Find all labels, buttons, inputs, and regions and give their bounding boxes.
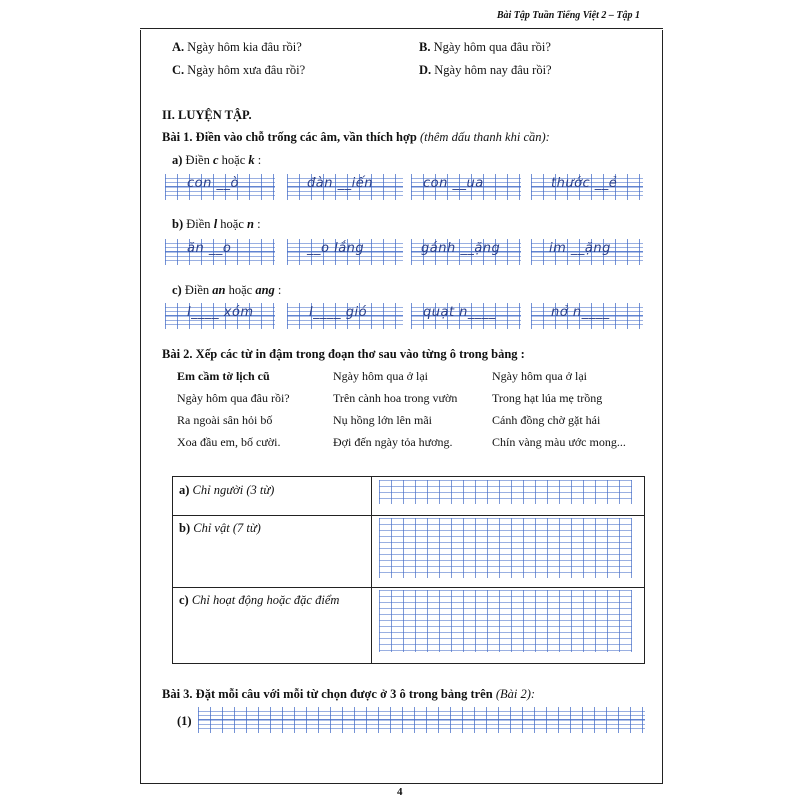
bai1-title: Bài 1. Điền vào chỗ trống các âm, vần thích hợp: [162, 130, 417, 144]
instruction-text: Điền: [186, 217, 211, 231]
bai3-title: Bài 3. Đặt mỗi câu với mỗi từ chọn được ở 3 ô trong bảng trên: [162, 687, 493, 701]
bai3-item-label: (1): [177, 714, 192, 728]
item-label: b): [172, 217, 184, 231]
hw-word: con __ò: [187, 176, 239, 191]
row-letter: b): [179, 521, 191, 535]
option-a: [172, 40, 302, 55]
letter-option: an: [212, 283, 226, 297]
poem-line: Ngày hôm qua ở lại: [333, 369, 428, 383]
poem-line: Ra ngoài sân hỏi bố: [177, 413, 273, 427]
row-text: Chỉ người (3 từ): [192, 483, 275, 497]
bai1-heading: [162, 130, 550, 145]
writing-strip[interactable]: [198, 707, 645, 733]
hw-word: l____ xóm: [187, 305, 254, 320]
writing-strip: [531, 303, 643, 329]
poem-line: [177, 369, 270, 384]
classification-table: [172, 476, 645, 664]
hw-word: ăn __o: [187, 241, 232, 256]
writing-grid[interactable]: [379, 590, 632, 652]
row-text: Chỉ vật (7 từ): [193, 521, 261, 535]
poem-line: Ngày hôm qua ở lại: [492, 369, 587, 383]
bai2-title: Bài 2. Xếp các từ in đậm trong đoạn thơ sau vào từng ô trong bảng :: [162, 347, 525, 361]
poem-line: Đợi đến ngày tỏa hương.: [333, 435, 453, 449]
bai1-c-instruction: [172, 283, 281, 298]
hw-word: thước __ẻ: [551, 176, 618, 191]
writing-strip: [287, 303, 403, 329]
item-label: c): [172, 283, 182, 297]
poem-line: Xoa đầu em, bố cười.: [177, 435, 281, 449]
letter-option: k: [248, 153, 255, 167]
instruction-text: Điền: [184, 283, 210, 297]
letter-option: c: [212, 153, 219, 167]
page-number: 4: [397, 786, 403, 798]
bai1-note: (thêm dấu thanh khi cần):: [419, 130, 550, 144]
hw-word: l____ gió: [309, 305, 368, 320]
poem-line: Trong hạt lúa mẹ trồng: [492, 391, 603, 405]
letter-option: n: [247, 217, 254, 231]
poem-text: Em cầm tờ lịch cũ: [177, 369, 270, 383]
option-d: [419, 63, 552, 78]
writing-strip: [287, 239, 403, 265]
instruction-text: hoặc: [228, 283, 253, 297]
instruction-text: :: [257, 217, 261, 231]
letter-option: l: [213, 217, 218, 231]
option-letter: D.: [419, 63, 432, 77]
instruction-text: hoặc: [220, 217, 244, 231]
poem-line: Cánh đồng chờ gặt hái: [492, 413, 601, 427]
row-letter: a): [179, 483, 190, 497]
bai1-a-instruction: [172, 153, 261, 168]
poem-line: Ngày hôm qua đâu rồi?: [177, 391, 290, 405]
bai3-note: (Bài 2):: [495, 687, 536, 701]
option-text: Ngày hôm qua đâu rồi?: [433, 40, 551, 54]
letter-option: ang: [255, 283, 275, 297]
option-b: [419, 40, 551, 55]
hw-word: quạt n____: [423, 305, 496, 320]
hw-word: im __ặng: [549, 241, 611, 256]
writing-strip: [531, 239, 643, 265]
option-letter: C.: [172, 63, 185, 77]
writing-strip: [287, 174, 403, 200]
hw-word: nở n____: [551, 305, 610, 320]
table-row: [173, 515, 644, 588]
row-label: [179, 483, 274, 498]
table-divider: [371, 477, 372, 663]
option-text: Ngày hôm kia đâu rồi?: [187, 40, 302, 54]
hw-word: gánh __ặng: [421, 241, 501, 256]
instruction-text: Điền: [185, 153, 210, 167]
writing-strip: [411, 174, 521, 200]
instruction-text: :: [257, 153, 262, 167]
row-letter: c): [179, 593, 189, 607]
instruction-text: :: [277, 283, 282, 297]
option-letter: A.: [172, 40, 185, 54]
row-label: [179, 521, 261, 536]
hw-word: con __ua: [423, 176, 484, 191]
instruction-text: hoặc: [221, 153, 246, 167]
option-letter: B.: [419, 40, 431, 54]
running-header: Bài Tập Tuần Tiếng Việt 2 – Tập 1: [496, 10, 640, 21]
option-c: [172, 63, 305, 78]
poem-line: Chín vàng màu ước mong...: [492, 435, 626, 449]
writing-strip: [411, 239, 521, 265]
poem-line: Nụ hồng lớn lên mãi: [333, 413, 432, 427]
writing-strip: [411, 303, 521, 329]
writing-strip: [531, 174, 643, 200]
header-rule: [140, 28, 663, 29]
table-row: [173, 587, 644, 664]
writing-strip: [165, 239, 275, 265]
row-label: [179, 593, 339, 608]
hw-word: đàn __iến: [307, 176, 373, 191]
poem-line: Trên cành hoa trong vườn: [333, 391, 458, 405]
bai3-heading: [162, 687, 535, 702]
writing-grid[interactable]: [379, 518, 632, 578]
section-title: II. LUYỆN TẬP.: [162, 108, 252, 122]
writing-strip: [165, 303, 275, 329]
option-text: Ngày hôm xưa đâu rồi?: [187, 63, 306, 77]
table-row: [173, 477, 644, 516]
option-text: Ngày hôm nay đâu rồi?: [434, 63, 552, 77]
writing-grid[interactable]: [379, 480, 632, 504]
bai1-b-instruction: [172, 217, 261, 232]
writing-strip: [165, 174, 275, 200]
row-text: Chỉ hoạt động hoặc đặc điểm: [191, 593, 340, 607]
item-label: a): [172, 153, 183, 167]
hw-word: __o lắng: [307, 241, 365, 256]
